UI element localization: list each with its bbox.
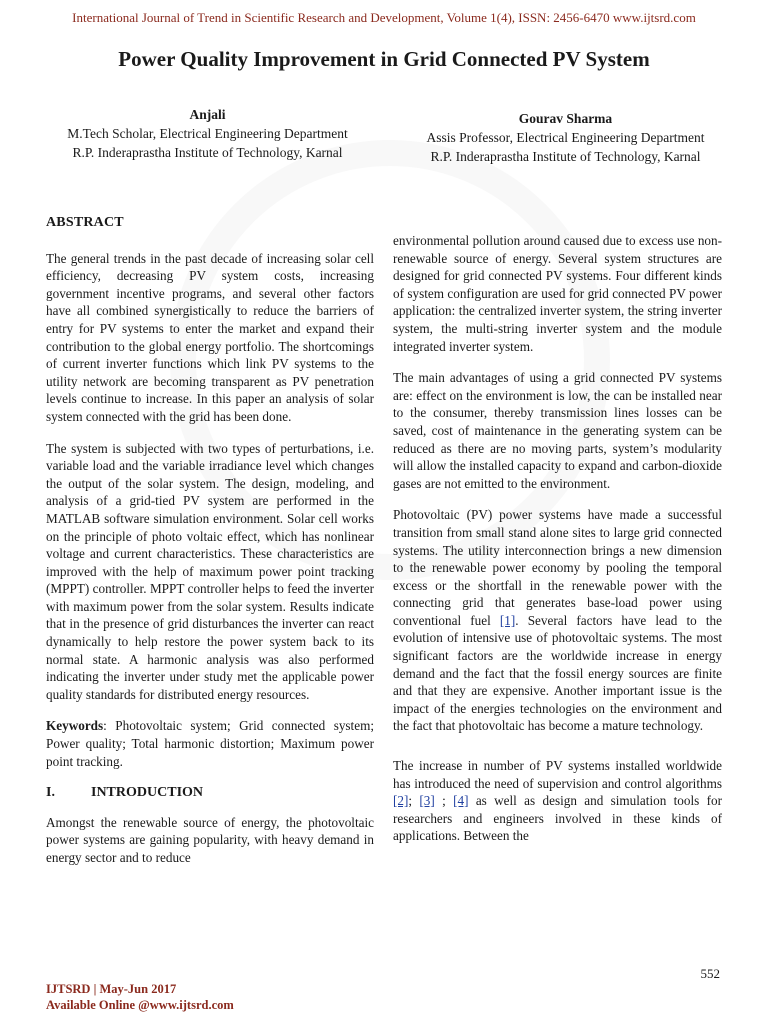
footer-website: Available Online @www.ijtsrd.com <box>46 998 234 1012</box>
citation-link[interactable]: [3] <box>419 793 435 809</box>
journal-header: International Journal of Trend in Scientific Research and Development, Volume 1(4), ISSN: 2456-6470 www.ijtsrd.com <box>72 10 696 25</box>
intro-paragraph: Amongst the renewable source of energy, the photovoltaic power systems are gaining popularity, with heavy demand in energy sector and to reduce <box>46 814 374 865</box>
footer-issue: IJTSRD | May-Jun 2017 <box>46 982 177 996</box>
author-name: Anjali <box>189 107 226 122</box>
author-affiliation: M.Tech Scholar, Electrical Engineering Department <box>67 126 348 141</box>
intro-paragraph: environmental pollution around caused due to excess use non-renewable source of energy. Several system structures are designed for grid connected PV systems. Four different kinds of system configuration are used for grid connected PV power application: the centralized inverter system, the string inverter system, the multi-string inverter system and the module integrated inverter system. <box>393 233 722 354</box>
author-block-1 <box>40 105 375 162</box>
citation-link[interactable]: [2] <box>393 793 409 809</box>
intro-paragraph: The main advantages of using a grid connected PV systems are: effect on the environment is low, the can be installed near to the consumer, thereby transmission lines losses can be saved, cost of maintenance in the generating system can be reduced as there are no moving parts, system’s modularity will allow the installed capacity to expand and carbon-dioxide gases are not emitted to the environment. <box>393 370 722 491</box>
page-number: 552 <box>700 966 720 981</box>
author-name: Gourav Sharma <box>518 111 613 126</box>
citation-separator: ; <box>434 793 454 809</box>
abstract-paragraph: The system is subjected with two types of perturbations, i.e. variable load and the variable irradiance level which changes the output of the solar system. The design, modeling, and analysis of a grid-tied PV system are performed in the MATLAB software simulation environment. Solar cell works on the principle of photo voltaic effect, which has nonlinear voltage and current characteristics. These characteristics are improved with the help of maximum power point tracking (MPPT) controller. MPPT controller helps to feed the inverter with maximum power from the solar system. Results indicate that in the presence of grid disturbances the inverter can react dynamically to help restore the power system back to its normal state. A harmonic analysis was also performed indicating the inverter under study met the applicable power quality standards for distributed energy resources. <box>46 440 374 702</box>
intro-text: . Several factors have lead to the evolution of intensive use of photovoltaic systems. The most significant factors are the worldwide increase in energy demand and the fact that the fossil energy sources are finite and that they are expensive. Another important issue is the impact of the energies technologies on the environment and the fact that photovoltaic has become a mature technology. <box>393 612 722 734</box>
citation-separator: ; <box>408 793 420 809</box>
abstract-paragraph: The general trends in the past decade of increasing solar cell efficiency, decreasing PV system costs, increasing government incentive programs, and several other factors have all combined synergistically to reduce the barriers of entry for PV systems to enter the market and expand their contribution to the global energy portfolio. The shortcomings of current inverter functions which link PV systems to the utility network are becoming transparent as PV penetration levels continue to increase. In this paper an analysis of solar system connected with the grid has been done. <box>46 250 374 424</box>
keywords-label: Keywords <box>46 718 104 734</box>
introduction-heading <box>46 784 374 802</box>
left-column <box>46 214 374 881</box>
citation-link[interactable]: [4] <box>453 793 469 809</box>
intro-text: Photovoltaic (PV) power systems have made a successful transition from small stand alone sites to large grid connected systems. The utility interconnection brings a new dimension to the renewable power economy by pooling the temporal excess or the shortfall in the renewable power with the connecting grid that generates base-load power using conventional fuel <box>393 507 722 628</box>
intro-paragraph <box>393 506 722 735</box>
intro-text: The increase in number of PV systems installed worldwide has introduced the need of supervision and control algorithms <box>393 758 722 791</box>
intro-text: as well as design and simulation tools for researchers and engineers involved in these kinds of applications. Between the <box>393 793 722 844</box>
intro-paragraph <box>393 757 722 845</box>
right-column <box>393 232 722 859</box>
author-affiliation: Assis Professor, Electrical Engineering Department <box>426 130 705 145</box>
page-footer <box>46 981 234 1013</box>
keywords-text: : Photovoltaic system; Grid connected system; Power quality; Total harmonic distortion; Maximum power point tracking. <box>46 718 374 769</box>
abstract-heading: ABSTRACT <box>46 215 124 230</box>
section-number: I. <box>46 785 55 801</box>
citation-link[interactable]: [1] <box>499 612 516 628</box>
paper-title: Power Quality Improvement in Grid Connected PV System <box>118 47 650 71</box>
author-block-2 <box>398 109 733 166</box>
keywords-paragraph <box>46 717 374 770</box>
section-title: INTRODUCTION <box>91 785 204 801</box>
author-institution: R.P. Inderaprastha Institute of Technology, Karnal <box>72 145 343 160</box>
author-institution: R.P. Inderaprastha Institute of Technology, Karnal <box>430 149 701 164</box>
